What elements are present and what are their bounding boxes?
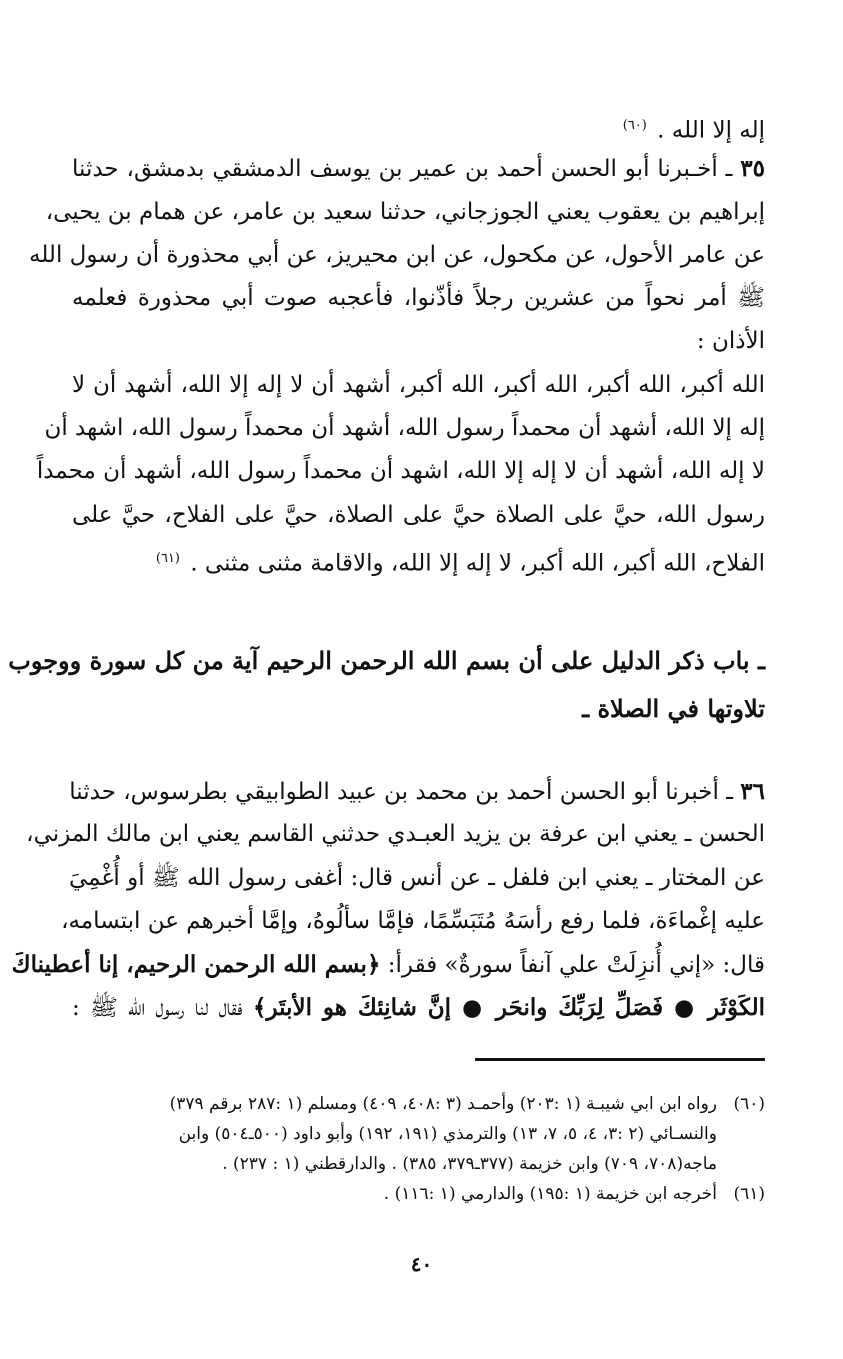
hadith-number: ٣٦ <box>740 778 765 805</box>
text-line: الفلاح، الله أكبر، الله أكبر، لا إله إلا الله، والاقامة مثنى مثنى . $^{(٦١)}$ <box>155 550 765 577</box>
heading-line: تلاوتها في الصلاة ـ <box>582 694 765 723</box>
footnote-60 <box>72 1089 765 1179</box>
page-number: ٤٠ <box>410 1252 433 1276</box>
text-line: إله إلا الله، أشهد أن محمداً رسول الله، أشهد أن محمداً رسول الله، اشهد أن <box>44 415 765 442</box>
text-line: الأذان : <box>696 328 765 355</box>
text-line: إله إلا الله . $^{(٦٠)}$ <box>622 117 765 144</box>
text-line: عن المختار ـ يعني ابن فلفل ـ عن أنس قال: أغفى رسول الله ﷺ أو أُغْمِيَ <box>68 864 765 891</box>
text-line: عن عامر الأحول، عن مكحول، عن ابن محيريز، عن أبي محذورة أن رسول الله <box>28 241 765 268</box>
hadith-number: ٣٥ <box>740 155 765 183</box>
text-line: لا إله الله، أشهد أن لا إله إلا الله، اشهد أن محمداً رسول الله، أشهد أن محمداً <box>36 458 765 485</box>
hadith-35-line: ٣٥ ـ أخـبرنا أبو الحسن أحمد بن عمير بن يوسف الدمشقي بدمشق، حدثنا <box>72 155 765 183</box>
footnote-number: (٦٠) <box>733 1094 765 1114</box>
text-line: رسول الله، حيَّ على الصلاة حيَّ على الصلاة، حيَّ على الفلاح، حيَّ على <box>72 501 765 528</box>
footnotes <box>72 1089 765 1209</box>
chapter-heading <box>8 637 765 733</box>
footnote-number: (٦١) <box>733 1184 765 1204</box>
text-line: ﷺ أمر نحواً من عشرين رجلاً فأذّنوا، فأعجبه صوت أبي محذورة فعلمه <box>72 285 765 312</box>
footnote-61 <box>72 1179 765 1209</box>
text-line: الحسن ـ يعني ابن عرفة بن يزيد العبـدي حدثني القاسم يعني ابن مالك المزني، <box>26 821 765 848</box>
footnote-line: والنسـائي (٢ :٣، ٤، ٥، ٧، ١٣) والترمذي (١٩١، ١٩٢) وأبو داود (٥٠٠ـ٥٠٤) وابن <box>178 1124 717 1144</box>
text-line: الكَوْثَر ● فَصَلِّ لِرَبِّكَ وانحَر ● إنَّ شانِئكَ هو الأبتَر﴾ فقال لنا رسول الله ﷺ : <box>72 994 766 1022</box>
text-line: إبراهيم بن يعقوب يعني الجوزجاني، حدثنا سعيد بن عامر، عن همام بن يحيى، <box>45 198 765 225</box>
quran-quote: ﴿بسم الله الرحمن الرحيم، إنا أعطيناكَ <box>11 951 381 979</box>
hadith-36-block <box>11 770 766 1030</box>
footnote-ref: (٦٠) <box>622 118 647 133</box>
heading-line: ـ باب ذكر الدليل على أن بسم الله الرحمن الرحيم آية من كل سورة ووجوب <box>8 646 765 675</box>
footnote-ref: (٦١) <box>155 550 180 566</box>
footnote-divider <box>475 1058 765 1061</box>
text-line: قال: «إني أُنزِلَتْ علي آنفاً سورةٌ» فقرأ: ﴿بسم الله الرحمن الرحيم، إنا أعطيناكَ <box>11 951 765 979</box>
quran-quote: الكَوْثَر ● فَصَلِّ لِرَبِّكَ وانحَر ● إنَّ شانِئكَ هو الأبتَر﴾ <box>252 994 766 1022</box>
hadith-36-line: ٣٦ ـ أخبرنا أبو الحسن أحمد بن محمد بن عبيد الطوابيقي بطرسوس، حدثنا <box>69 778 765 805</box>
text-block-top <box>28 104 765 580</box>
footnote-line: أخرجه ابن خزيمة (١ :١٩٥) والدارمي (١ :١١٦) . <box>383 1184 717 1204</box>
text-line: الله أكبر، الله أكبر، الله أكبر، الله أكبر، أشهد أن لا إله إلا الله، أشهد أن لا <box>72 371 765 398</box>
footnote-line: رواه ابن ابي شيبـة (١ :٢٠٣) وأحمـد (٣ :٤٠٨، ٤٠٩) ومسلم (١ :٢٨٧ برقم ٣٧٩) <box>169 1094 717 1114</box>
text-line: عليه إغْماءَة، فلما رفع رأسَهُ مُتَبَسِّمًا، فإمَّا سألُوهُ، وإمَّا أخبرهم عن ابتسامه، <box>61 907 765 934</box>
footnote-line: ماجه(٧٠٨، ٧٠٩) وابن خزيمة (٣٧٧ـ٣٧٩، ٣٨٥) . والدارقطني (١ : ٢٣٧) . <box>222 1154 717 1174</box>
